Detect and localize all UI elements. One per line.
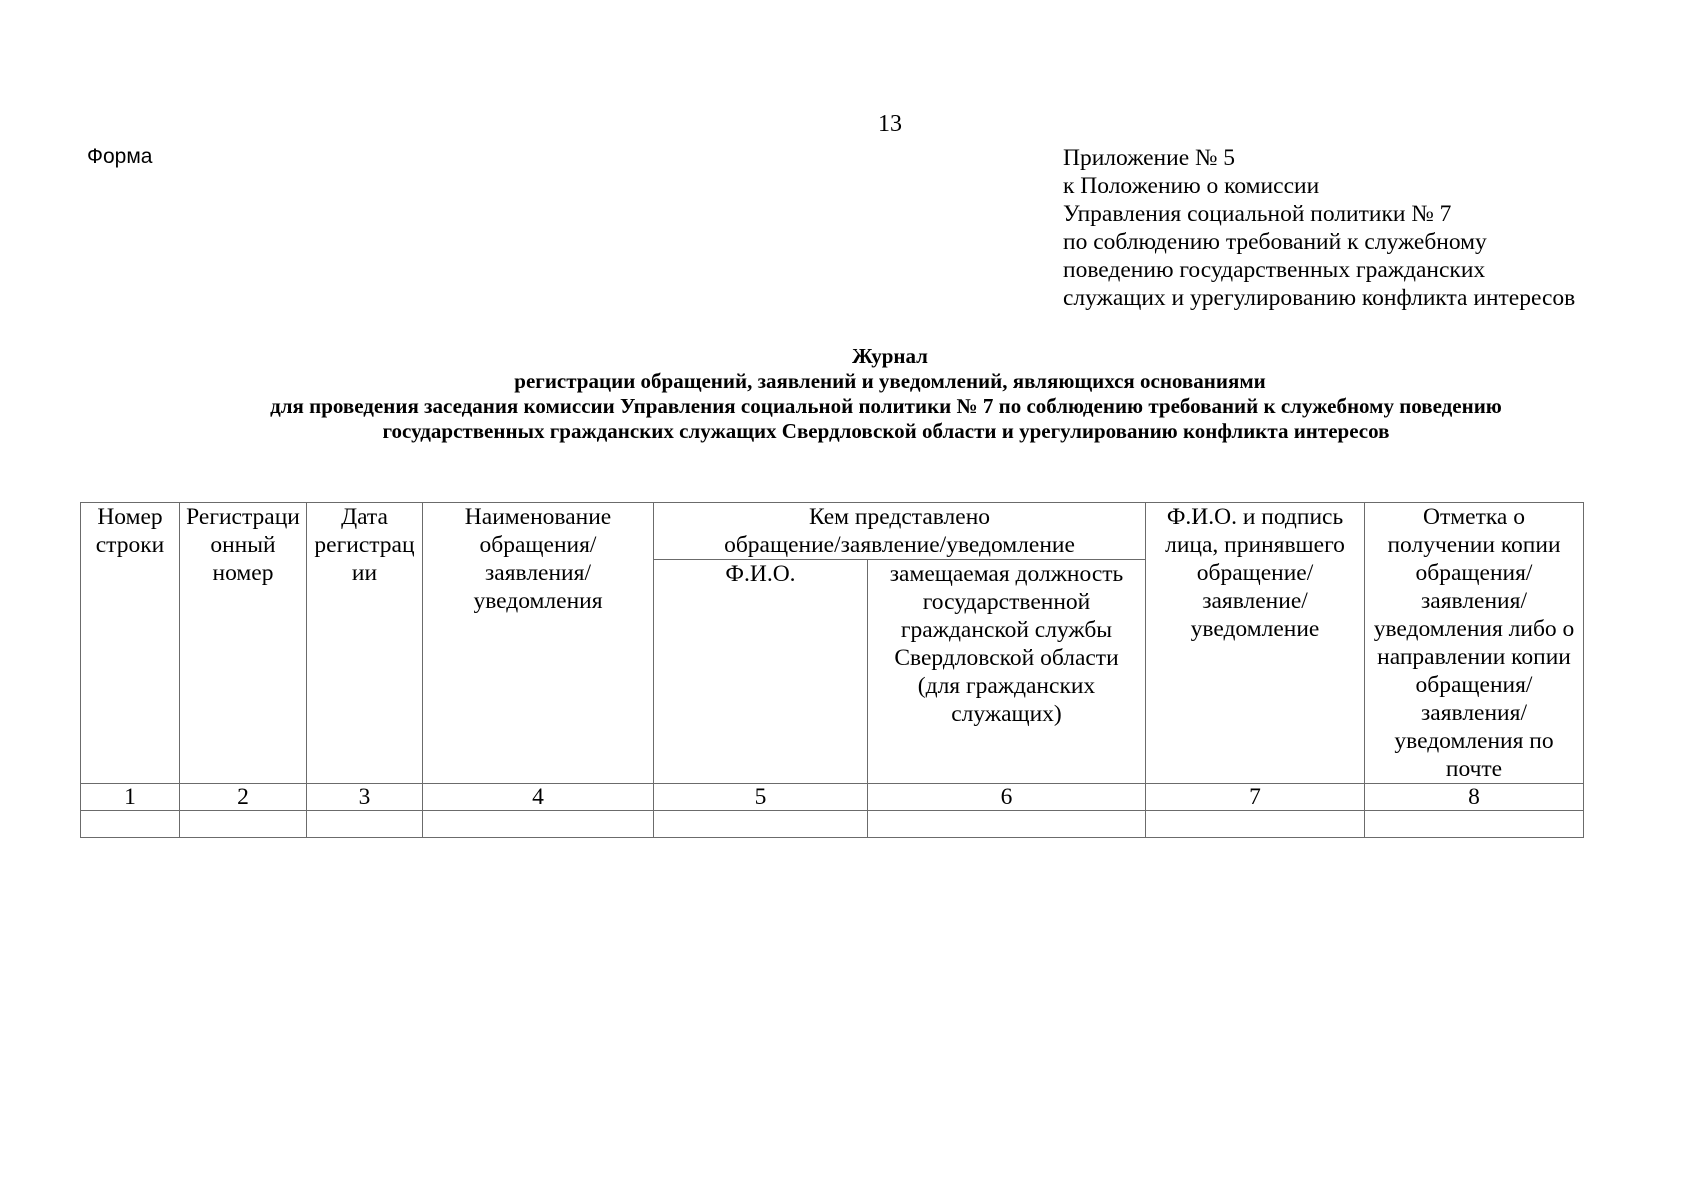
appendix-line: по соблюдению требований к служебному	[1063, 229, 1487, 255]
empty-cell	[1365, 811, 1584, 838]
journal-title	[0, 344, 1697, 444]
appendix-line: к Положению о комиссии	[1063, 173, 1320, 199]
column-number: 3	[307, 784, 423, 811]
appendix-line: поведению государственных гражданских	[1063, 257, 1486, 283]
empty-cell	[81, 811, 180, 838]
header-submitted-by-fio: Ф.И.О.	[654, 560, 868, 784]
column-number: 2	[180, 784, 307, 811]
column-number: 5	[654, 784, 868, 811]
journal-title-line: государственных гражданских служащих Свердловской области и урегулированию конфликта интересов	[382, 419, 1390, 443]
header-registration-date: Дата регистрац ии	[307, 503, 423, 784]
column-number: 6	[868, 784, 1146, 811]
header-row-number: Номер строки	[81, 503, 180, 784]
empty-cell	[180, 811, 307, 838]
column-number: 4	[423, 784, 654, 811]
appendix-block	[1063, 144, 1683, 312]
column-number-row	[81, 784, 1584, 811]
column-number: 7	[1146, 784, 1365, 811]
appendix-line: Приложение № 5	[1063, 145, 1236, 171]
column-number: 8	[1365, 784, 1584, 811]
empty-cell	[654, 811, 868, 838]
registration-table	[80, 502, 1584, 838]
header-submitted-by: Кем представлено обращение/заявление/уведомление	[654, 503, 1146, 560]
appendix-line: Управления социальной политики № 7	[1063, 201, 1452, 227]
empty-cell	[423, 811, 654, 838]
journal-title-line: для проведения заседания комиссии Управления социальной политики № 7 по соблюдению требований к служебному поведению	[270, 394, 1502, 418]
column-number: 1	[81, 784, 180, 811]
empty-entry-row	[81, 811, 1584, 838]
header-registration-number: Регистраци онный номер	[180, 503, 307, 784]
header-copy-mark: Отметка о получении копии обращения/ заявления/ уведомления либо о направлении копии обращения/ заявления/ уведомления по почте	[1365, 503, 1584, 784]
journal-title-line: регистрации обращений, заявлений и уведомлений, являющихся основаниями	[514, 369, 1266, 393]
page-number: 13	[878, 111, 902, 137]
form-label: Форма	[87, 145, 153, 168]
header-document-name: Наименование обращения/ заявления/ уведомления	[423, 503, 654, 784]
empty-cell	[868, 811, 1146, 838]
header-accepted-by: Ф.И.О. и подпись лица, принявшего обращение/ заявление/ уведомление	[1146, 503, 1365, 784]
header-submitted-by-position: замещаемая должность государственной гражданской службы Свердловской области (для гражданских служащих)	[868, 560, 1146, 784]
empty-cell	[307, 811, 423, 838]
appendix-line: служащих и урегулированию конфликта интересов	[1063, 285, 1576, 311]
journal-title-heading: Журнал	[852, 344, 928, 368]
empty-cell	[1146, 811, 1365, 838]
